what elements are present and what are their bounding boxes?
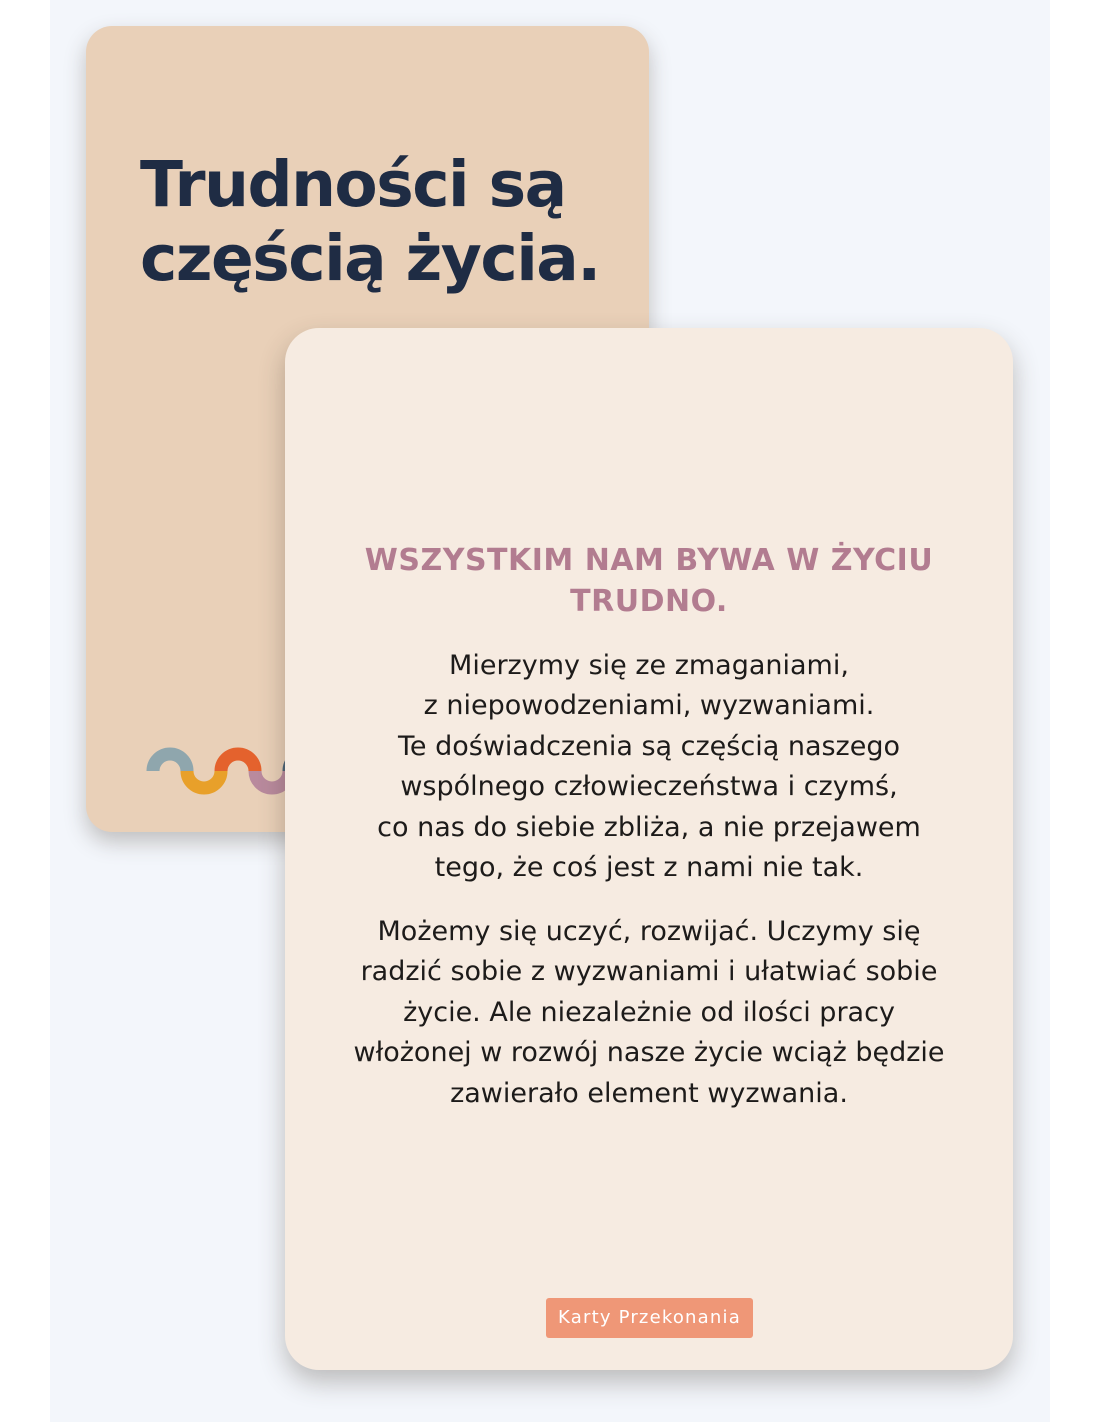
wave-mauve-cup — [255, 771, 289, 788]
wave-grey-arch — [153, 754, 187, 771]
paragraph-line: Te doświadczenia są częścią naszego — [398, 730, 900, 762]
paragraph-line: Mierzymy się ze zmaganiami, — [449, 650, 849, 681]
card-back-title-line: Trudności są — [140, 148, 566, 221]
paragraph-line: radzić sobie z wyzwaniami i ułatwiać sobie — [360, 956, 938, 988]
card-front-paragraph-1 — [285, 646, 1013, 888]
card-front-heading-line: WSZYSTKIM NAM BYWA W ŻYCIU — [364, 543, 934, 578]
card-front[interactable] — [285, 328, 1013, 1370]
wave-yellow-cup — [187, 771, 221, 788]
paragraph-line: wspólnego człowieczeństwa i czymś, — [400, 771, 898, 803]
paragraph-line: z niepowodzeniami, wyzwaniami. — [423, 690, 875, 722]
wave-orange-arch — [221, 754, 255, 771]
paragraph-line: co nas do siebie zbliża, a nie przejawem — [377, 811, 921, 843]
card-front-heading — [285, 540, 1013, 622]
paragraph-line: tego, że coś jest z nami nie tak. — [434, 852, 864, 884]
brand-badge: Karty Przekonania — [546, 1298, 753, 1338]
paragraph-line: Możemy się uczyć, rozwijać. Uczymy się — [377, 916, 921, 947]
card-front-paragraph-2 — [285, 912, 1013, 1114]
card-back-title-line: częścią życia. — [140, 222, 600, 295]
paragraph-line: życie. Ale niezależnie od ilości pracy — [403, 996, 895, 1028]
paragraph-line: włożonej w rozwój nasze życie wciąż będzie — [353, 1037, 945, 1069]
paragraph-line: zawierało element wyzwania. — [450, 1077, 848, 1109]
card-back-title — [140, 148, 600, 296]
card-front-heading-line: TRUDNO. — [570, 584, 728, 619]
